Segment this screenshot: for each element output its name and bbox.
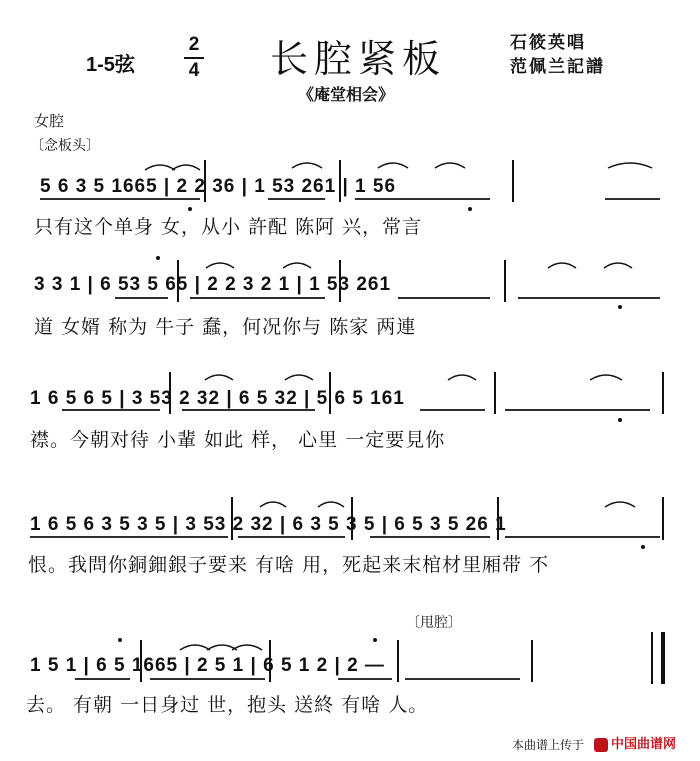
stave-1-lyrics: 只有这个单身 女，从小 許配 陈阿 兴，常言	[34, 216, 423, 238]
time-signature	[184, 34, 204, 82]
key-signature: 1-5弦	[86, 54, 135, 76]
upload-note: 本曲谱上传于	[512, 738, 585, 752]
stave-2-notes: 3 3 1 | 6 53 5 65 | 2 2 3 2 1 | 1 53 261	[34, 274, 392, 295]
stave-1-notes: 5 6 3 5 1665 | 2 2 36 | 1 53 261 | 1 56	[40, 176, 397, 197]
stave-5-notes: 1 5 1 | 6 5 1665 | 2 5 1 | 6 5 1 2 | 2 —	[30, 655, 385, 676]
stave-3-lyrics: 襟。今朝对待 小輩 如此 样， 心里 一定要見你	[30, 429, 446, 451]
site-logo-icon	[594, 738, 608, 752]
stave-2-lyrics: 道 女婿 称为 牛子 蠢，何况你与 陈家 两連	[34, 316, 417, 338]
notator-credit: 范佩兰記譜	[510, 57, 605, 77]
time-signature-top: 2	[188, 34, 200, 55]
song-title: 长腔紧板	[270, 37, 447, 81]
stave-3-notes: 1 6 5 6 5 | 3 53 2 32 | 6 5 32 | 5 6 5 161	[30, 388, 405, 409]
stave-4-lyrics: 恨。我問你銅鈿銀子要来 有啥 用，死起来末棺材里厢带 不	[28, 554, 550, 576]
voice-label: 女腔	[34, 112, 65, 130]
stave-4-notes: 1 6 5 6 3 5 3 5 | 3 53 2 32 | 6 3 5 3 5 | 6 5 3 5 26 1	[30, 514, 507, 535]
site-logo[interactable]	[594, 733, 676, 752]
section-end-label: 〔甩腔〕	[406, 615, 462, 631]
subtitle: 《庵堂相会》	[298, 85, 395, 104]
site-logo-text: 中国曲谱网	[611, 737, 677, 752]
time-signature-bottom: 4	[188, 60, 200, 81]
section-start-label: 〔念板头〕	[30, 138, 100, 154]
time-signature-bar	[184, 57, 204, 59]
stave-5-lyrics: 去。 有朝 一日身过 世，抱头 送終 有啥 人。	[26, 694, 429, 716]
singer-credit: 石筱英唱	[510, 33, 586, 53]
